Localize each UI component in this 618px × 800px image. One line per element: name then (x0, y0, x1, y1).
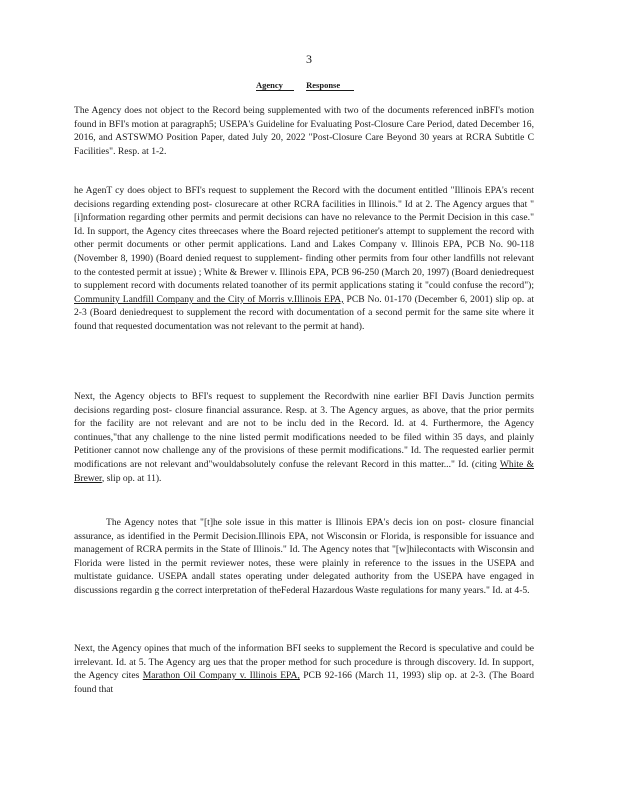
paragraph-agency-speculative-information (74, 642, 534, 696)
paragraph-agency-objects-earlier-permits (74, 390, 534, 485)
table-header (256, 80, 354, 91)
paragraph-agency-sole-issue: The Agency notes that "[t]he sole issue in this matter is Illinois EPA's decis ion on post- closure financial assurance, as identified in the Permit Decision.Illinois EPA, not Wisconsin or Florida, is responsible for issuance and management of RCRA permits in the State of Illinois." Id. The Agency notes that "[w]hilecontacts with Wisconsin and Florida were listed in the permit reviewer notes, these were plainly in reference to the issues in the USEPA and multistate guidance. USEPA andall states operating under delegated authority from the USEPA have engaged in discussions regardin g the correct interpretation of theFederal Hazardous Waste regulations for many years." Id. at 4-5. (74, 517, 534, 596)
paragraph-text: PCB 92-166 (March 11, 1993) slip op. at 2-3. (The Board found that (74, 670, 534, 695)
paragraph-text: , slip op. at 11). (101, 472, 162, 484)
case-citation: Community Landfill Company and the City of Morris v.Illinois EPA, (74, 293, 344, 305)
page-number: 3 (306, 52, 312, 66)
response-column-heading: Response (306, 80, 354, 91)
paragraph-text: PCB No. 01-170 (December 6, 2001) slip op. at 2-3 (Board deniedrequest to supplement the record with documentation of a second permit for the same site where it found that requested documentation was not relevant to the permit at hand). (74, 293, 534, 332)
paragraph-text: he AgenT cy does object to BFI's request to supplement the Record with the document entitled "Illinois EPA's recent decisions regarding extending post- closurecare at other RCRA facilities in Illinois." Id at 2. The Agency argues that "[i]nformation regarding other permits and permit decisions can have no relevance to the Permit Decision in this case." Id. In support, the Agency cites threecases where the Board rejected petitioner's attempt to supplement the record with other permit documents or other permit applications. Land and Lakes Company v. Illinois EPA, PCB No. 90-118 (November 8, 1990) (Board denied request to supplement- finding other permits from four other landfills not relevant to the contested permit at issue) ; White & Brewer v. Illinois EPA, PCB 96-250 (March 20, 1997) (Board deniedrequest to supplement record with documents related toanother of its permit applications stating it "could confuse the record"); (74, 185, 534, 292)
paragraph-text: Next, the Agency opines that much of the information BFI seeks to supplement the Record is speculative and could be irrelevant. Id. at 5. The Agency arg ues that the proper method for such procedure is through discovery. Id. In support, the Agency cites (74, 643, 534, 682)
paragraph-agency-objects-other-permits (74, 184, 534, 334)
paragraph-agency-no-objection: The Agency does not object to the Record being supplemented with two of the documents referenced inBFI's motion found in BFI's motion at paragraph5; USEPA's Guideline for Evaluating Post-Closure Care Period, dated December 16, 2016, and ASTSWMO Position Paper, dated July 20, 2022 "Post-Closure Care Beyond 30 years at RCRA Subtitle C Facilities". Resp. at 1-2. (74, 105, 534, 157)
paragraph-text: Next, the Agency objects to BFI's request to supplement the Recordwith nine earlier BFI Davis Junction permits decisions regarding post- closure financial assurance. Resp. at 3. The Agency argues, as above, that the prior permits for the facility are not relevant and are not to be inclu ded in the Record. Id. at 4. Furthermore, the Agency continues,"that any challenge to the nine listed permit modifications needed to be filed within 35 days, and plainly Petitioner cannot now challenge any of the provisions of these permit modifications." Id. The requested earlier permit modifications are not relevant and"wouldabsolutely confuse the relevant Record in this matter..." Id. (citing (74, 391, 534, 470)
case-citation: Marathon Oil Company v. Illinois EPA, (142, 670, 300, 682)
agency-column-heading: Agency (256, 80, 294, 91)
case-citation: White & Brewer (74, 458, 534, 484)
